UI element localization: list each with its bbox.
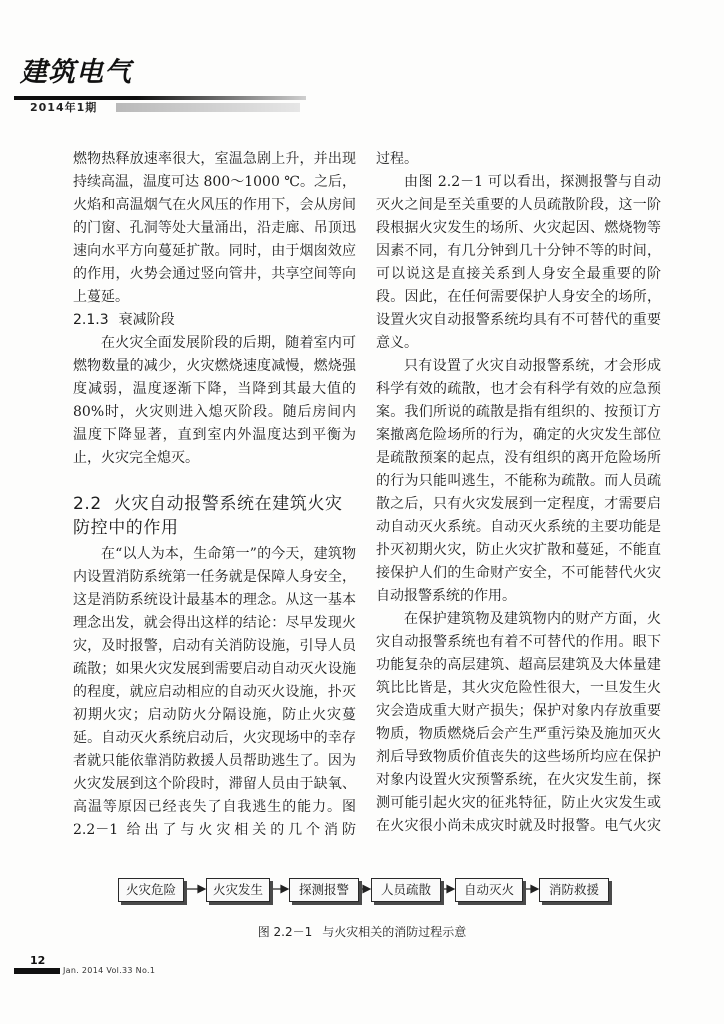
paragraph: 在保护建筑物及建筑物内的财产方面，火灾自动报警系统也有着不可替代的作用。眼下功能复杂的高层建筑、超高层建筑及大体量建筑比比皆是，其火灾危险性很大，一旦发生火灾会造成重大财产损失；保护对象内存放重要物质，物质燃烧后会产生严重污染及施加灭火剂后导致物质价值丧失的这些场所均应在保护对象内设置火灾预警系统，在火灾发生前，探测可能引起火灾的征兆特征，防止火灾发生或在火灾很小尚未成灾时就及时报警。电气火灾 [376, 611, 661, 834]
header-issue-band [116, 103, 300, 112]
subsection-title: 衰减阶段 [118, 312, 175, 328]
left-column [73, 148, 356, 842]
paragraph: 由图 2.2－1 可以看出，探测报警与自动灭火之间是至关重要的人员疏散阶段，这一阶段根据火灾发生的场所、火灾起因、燃烧物等因素不同，有几分钟到几十分钟不等的时间，可以说这是直接关系到人身安全最重要的阶段。因此，在任何需要保护人身安全的场所，设置火灾自动报警系统均具有不可替代的重要意义。 [376, 174, 661, 351]
arrow-head [281, 886, 288, 893]
paragraph: 燃物热释放速率很大，室温急剧上升，并出现持续高温，温度可达 800～1000 ℃。之后，火焰和高温烟气在火风压的作用下，会从房间的门窗、孔洞等处大量涌出，沿走廊、吊顶迅速向水平方向蔓延扩散。同时，由于烟囱效应的作用，火势会通过竖向管井，共享空间等向上蔓延。 [73, 151, 356, 305]
header-issue: 2014年1期 [30, 101, 98, 114]
subsection-heading-2-1-3 [73, 309, 356, 332]
flow-arrows [0, 870, 724, 910]
page-number: 12 [30, 954, 46, 967]
section-heading-2-2 [73, 492, 356, 540]
paragraph: 只有设置了火灾自动报警系统，才会形成科学有效的疏散，也才会有科学有效的应急预案。我们所说的疏散是指有组织的、按预订方案撤离危险场所的行为，确定的火灾发生部位是疏散预案的起点，没有组织的离开危险场所的行为只能叫逃生，不能称为疏散。而人员疏散之后，只有火灾发展到一定程度，才需要启动自动灭火系统。自动灭火系统的主要功能是扑灭初期火灾，防止火灾扩散和蔓延，不能直接保护人们的生命财产安全，不可能替代火灾自动报警系统的作用。 [376, 358, 661, 604]
subsection-number: 2.1.3 [73, 312, 109, 328]
footer-issue: Jan. 2014 Vol.33 No.1 [63, 966, 156, 975]
flow-node-fire-hazard: 火灾危险 [118, 878, 184, 902]
figure-number: 图 2.2－1 [257, 925, 313, 939]
paragraph: 在“以人为本，生命第一”的今天，建筑物内设置消防系统第一任务就是保障人身安全，这是消防系统设计最基本的理念。从这一基本理念出发，就会得出这样的结论：尽早发现火灾，及时报警，启动有关消防设施，引导人员疏散；如果火灾发展到需要启动自动灭火设施的程度，就应启动相应的自动灭火设施，扑灭初期火灾；启动防火分隔设施，防止火灾蔓延。自动灭火系统启动后，火灾现场中的幸存者就只能依靠消防救援人员帮助逃生了。因为火灾发展到这个阶段时，滞留人员由于缺氧、高温等原因已经丧失了自我逃生的能力。图 2.2－1 给出了与火灾相关的几个消防 [73, 546, 356, 838]
arrow-head [198, 886, 205, 893]
figure-title: 与火灾相关的消防过程示意 [322, 925, 467, 939]
flow-node-fire-occurrence: 火灾发生 [206, 878, 270, 902]
right-column [376, 148, 661, 838]
paragraph: 在火灾全面发展阶段的后期，随着室内可燃物数量的减少，火灾燃烧速度减慢，燃烧强度减弱，温度逐渐下降，当降到其最大值的80%时，火灾则进入熄灭阶段。随后房间内温度下降显著，直到室内外温度达到平衡为止，火灾完全熄灭。 [73, 335, 356, 466]
footer-bar [14, 968, 60, 974]
section-title: 火灾自动报警系统在建筑火灾防控中的作用 [73, 494, 343, 538]
flow-node-auto-extinguish: 自动灭火 [455, 878, 523, 902]
figure-caption [0, 924, 724, 940]
header-rule [14, 96, 306, 100]
section-number: 2.2 [73, 494, 102, 514]
paragraph: 过程。 [376, 151, 418, 167]
arrow-head [363, 886, 370, 893]
flow-node-detection-alarm: 探测报警 [289, 878, 359, 902]
flow-node-evacuation: 人员疏散 [371, 878, 441, 902]
journal-logo: 建筑电气 [20, 57, 132, 88]
arrow-head [531, 886, 538, 893]
arrow-head [447, 886, 454, 893]
flow-node-fire-rescue: 消防救援 [539, 878, 609, 902]
